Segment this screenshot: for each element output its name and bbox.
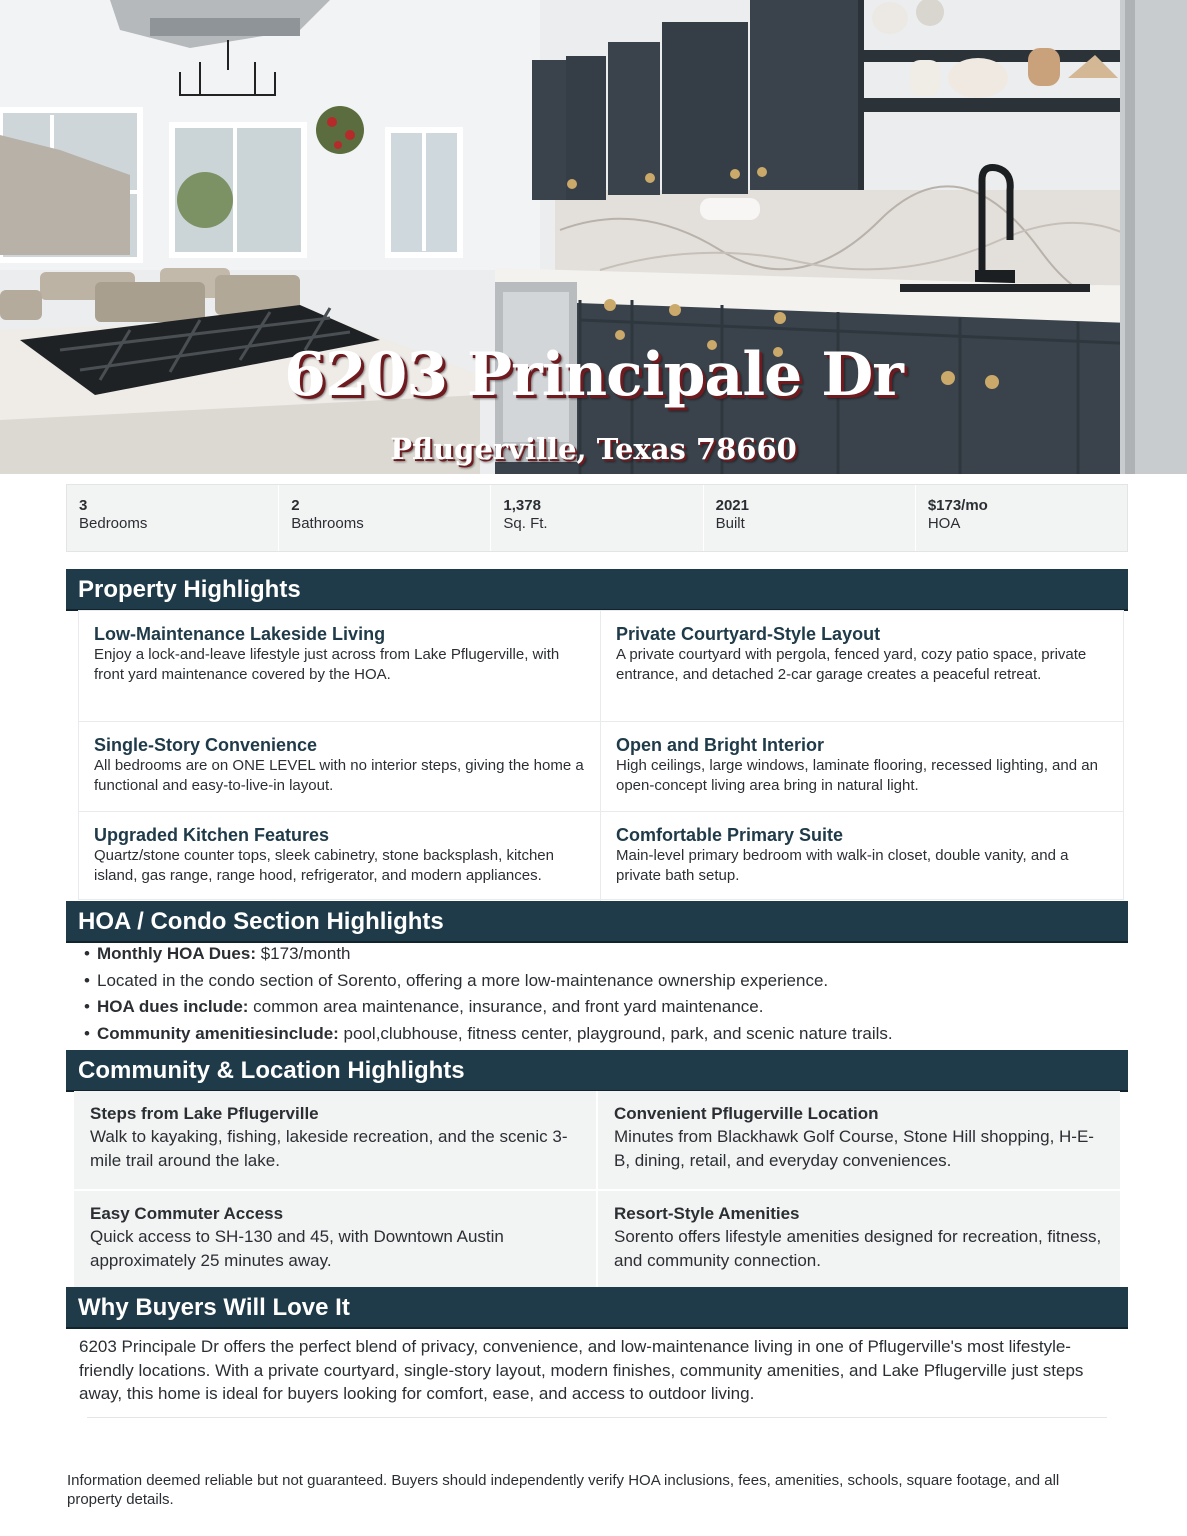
list-item-label: HOA dues include: [97,997,249,1016]
stat-label: Bathrooms [291,515,364,532]
property-address-title: 6203 Principale Dr [284,340,903,410]
community-card [598,1191,1120,1288]
stat-label: Bedrooms [79,515,148,532]
stat-value: 3 [79,497,88,514]
community-highlights-heading: Community & Location Highlights [66,1050,1128,1092]
bullet-icon: • [84,970,90,990]
community-card [74,1191,596,1288]
stat-label: HOA [927,515,961,532]
highlight-card [601,812,1123,901]
community-title: Steps from Lake Pflugerville [90,1104,319,1123]
stat-bedrooms [67,485,279,551]
property-city-subtitle: Pflugerville, Texas 78660 [390,432,797,466]
highlight-description: Enjoy a lock-and-leave lifestyle just across from Lake Pflugerville, with front yard maintenance covered by the HOA. [94,646,560,683]
stat-value: 2021 [715,497,749,514]
highlight-card [601,611,1123,722]
hero-photo [0,0,1187,474]
highlight-card [79,812,601,901]
disclaimer-text: Information deemed reliable but not guaranteed. Buyers should independently verify HOA inclusions, fees, amenities, schools, square footage, and all property details. [67,1472,1060,1508]
community-description: Walk to kayaking, fishing, lakeside recreation, and the scenic 3-mile trail around the lake. [90,1127,568,1170]
stat-value: 2 [291,497,300,514]
list-item [84,941,1124,968]
property-highlights-grid [78,610,1124,900]
highlight-description: High ceilings, large windows, laminate flooring, recessed lighting, and an open-concept living area bring in natural light. [616,757,1098,794]
hoa-highlights-heading: HOA / Condo Section Highlights [66,901,1128,943]
list-item [84,1021,1124,1048]
stat-year-built [704,485,916,551]
community-card [598,1091,1120,1189]
highlight-description: A private courtyard with pergola, fenced yard, cozy patio space, private entrance, and detached 2-car garage creates a peaceful retreat. [616,646,1087,683]
stat-bathrooms [279,485,491,551]
community-title: Easy Commuter Access [90,1204,284,1223]
list-item [84,994,1124,1021]
list-item-label: Monthly HOA Dues: [97,944,256,963]
highlight-title: Comfortable Primary Suite [616,825,844,845]
community-description: Sorento offers lifestyle amenities designed for recreation, fitness, and community connection. [614,1227,1102,1270]
highlight-title: Private Courtyard-Style Layout [616,624,881,644]
why-buyers-paragraph: 6203 Principale Dr offers the perfect blend of privacy, convenience, and low-maintenance living in one of Pflugerville's most lifestyle-friendly locations. With a private courtyard, single-story layout, modern finishes, community amenities, and Lake Pflugerville just steps away, this home is ideal for buyers looking for comfort, ease, and access to outdoor living. [79,1337,1084,1403]
bullet-icon: • [84,1023,90,1043]
community-description: Minutes from Blackhawk Golf Course, Stone Hill shopping, H-E-B, dining, retail, and everyday conveniences. [614,1127,1094,1170]
highlight-card [79,611,601,722]
list-item [84,968,1124,995]
highlight-card [79,722,601,812]
community-title: Convenient Pflugerville Location [614,1104,879,1123]
stat-square-feet [491,485,703,551]
highlight-title: Upgraded Kitchen Features [94,825,330,845]
community-card [74,1091,596,1189]
hoa-bullet-list [84,941,1124,1047]
bullet-icon: • [84,997,90,1016]
stat-hoa [916,485,1127,551]
highlight-description: Main-level primary bedroom with walk-in closet, double vanity, and a private bath setup. [616,847,1069,884]
highlight-title: Low-Maintenance Lakeside Living [94,624,386,644]
list-item-label: Community amenitiesinclude: [97,1023,339,1043]
divider [87,1417,1107,1418]
community-description: Quick access to SH-130 and 45, with Downtown Austin approximately 25 minutes away. [90,1227,504,1270]
bullet-icon: • [84,944,90,963]
why-buyers-heading: Why Buyers Will Love It [66,1287,1128,1329]
highlight-description: All bedrooms are on ONE LEVEL with no interior steps, giving the home a functional and easy-to-live-in layout. [94,757,584,794]
community-highlights-grid [74,1091,1120,1286]
list-item-text: $173/month [255,944,351,963]
stat-value: $173/mo [927,497,988,514]
highlight-title: Single-Story Convenience [94,735,318,755]
community-title: Resort-Style Amenities [614,1204,800,1223]
stat-label: Sq. Ft. [503,515,548,532]
list-item-text: Located in the condo section of Sorento, offering a more low-maintenance ownership experience. [97,970,829,990]
highlight-title: Open and Bright Interior [616,735,825,755]
highlight-description: Quartz/stone counter tops, sleek cabinetry, stone backsplash, kitchen island, gas range, range hood, refrigerator, and modern appliances. [94,847,554,884]
highlight-card [601,722,1123,812]
property-highlights-heading: Property Highlights [66,569,1128,611]
stat-label: Built [715,515,745,532]
list-item-text: common area maintenance, insurance, and front yard maintenance. [248,997,764,1016]
stat-value: 1,378 [503,497,541,514]
property-stats-bar [66,484,1128,552]
list-item-text: pool,clubhouse, fitness center, playground, park, and scenic nature trails. [338,1023,893,1043]
